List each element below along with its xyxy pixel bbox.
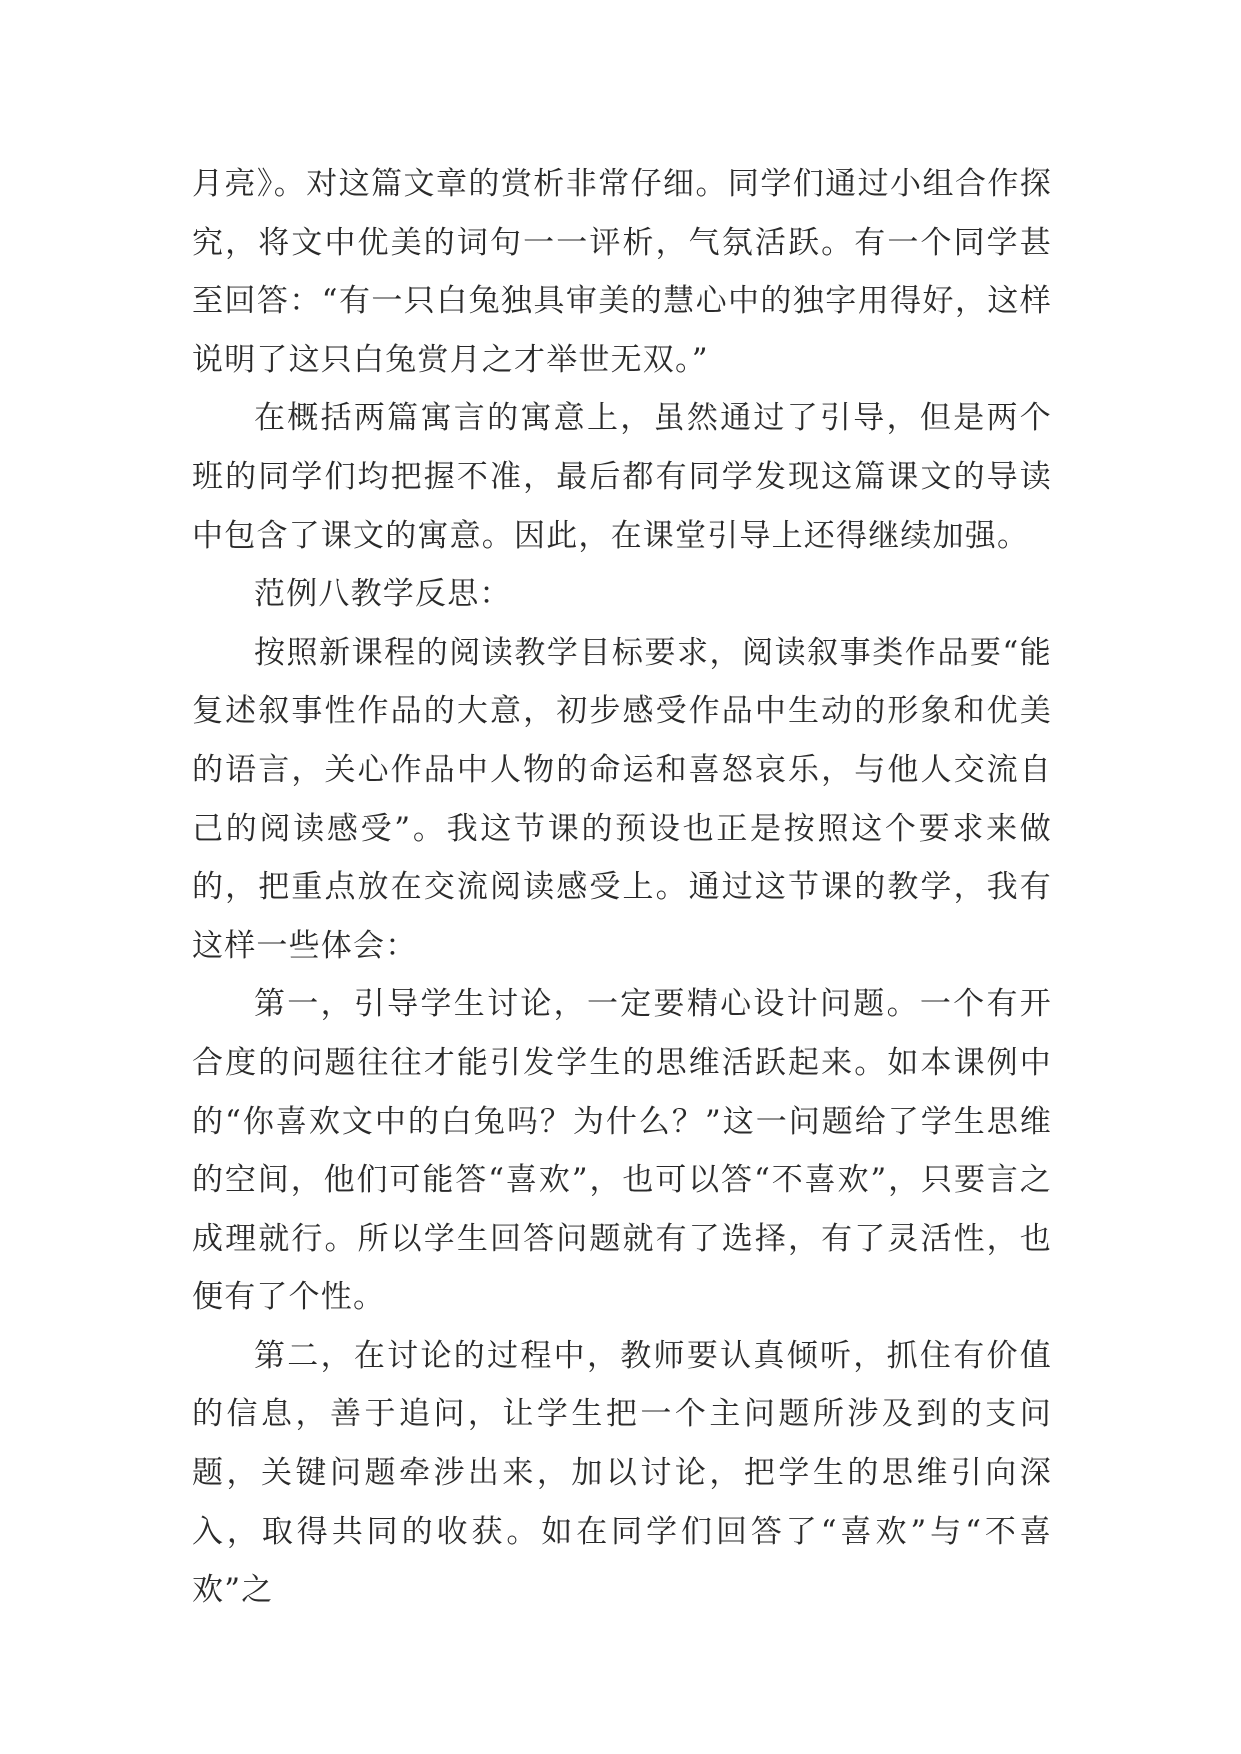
- paragraph-curriculum: 按照新课程的阅读教学目标要求，阅读叙事类作品要“能复述叙事性作品的大意，初步感受作品中生动的形象和优美的语言，关心作品中人物的命运和喜怒哀乐，与他人交流自己的阅读感受”。我这节课的预设也正是按照这个要求来做的，把重点放在交流阅读感受上。通过这节课的教学，我有这样一些体会：: [192, 634, 1052, 964]
- paragraph-point-two: 第二，在讨论的过程中，教师要认真倾听，抓住有价值的信息，善于追问，让学生把一个主问题所涉及到的支问题，关键问题牵涉出来，加以讨论，把学生的思维引向深入，取得共同的收获。如在同学们回答了“喜欢”与“不喜欢”之: [192, 1337, 1052, 1609]
- paragraph-fable-summary: 在概括两篇寓言的寓意上，虽然通过了引导，但是两个班的同学们均把握不准，最后都有同学发现这篇课文的导读中包含了课文的寓意。因此，在课堂引导上还得继续加强。: [192, 400, 1052, 554]
- paragraph-point-one: 第一，引导学生讨论，一定要精心设计问题。一个有开合度的问题往往才能引发学生的思维活跃起来。如本课例中的“你喜欢文中的白兔吗？为什么？”这一问题给了学生思维的空间，他们可能答“喜欢”，也可以答“不喜欢”，只要言之成理就行。所以学生回答问题就有了选择，有了灵活性，也便有了个性。: [192, 986, 1052, 1316]
- section-heading: 范例八教学反思：: [254, 576, 512, 613]
- paragraph-continuation: 月亮》。对这篇文章的赏析非常仔细。同学们通过小组合作探究，将文中优美的词句一一评析，气氛活跃。有一个同学甚至回答：“有一只白兔独具审美的慧心中的独字用得好，这样说明了这只白兔赏月之才举世无双。”: [192, 166, 1052, 378]
- document-body: [192, 155, 1052, 1620]
